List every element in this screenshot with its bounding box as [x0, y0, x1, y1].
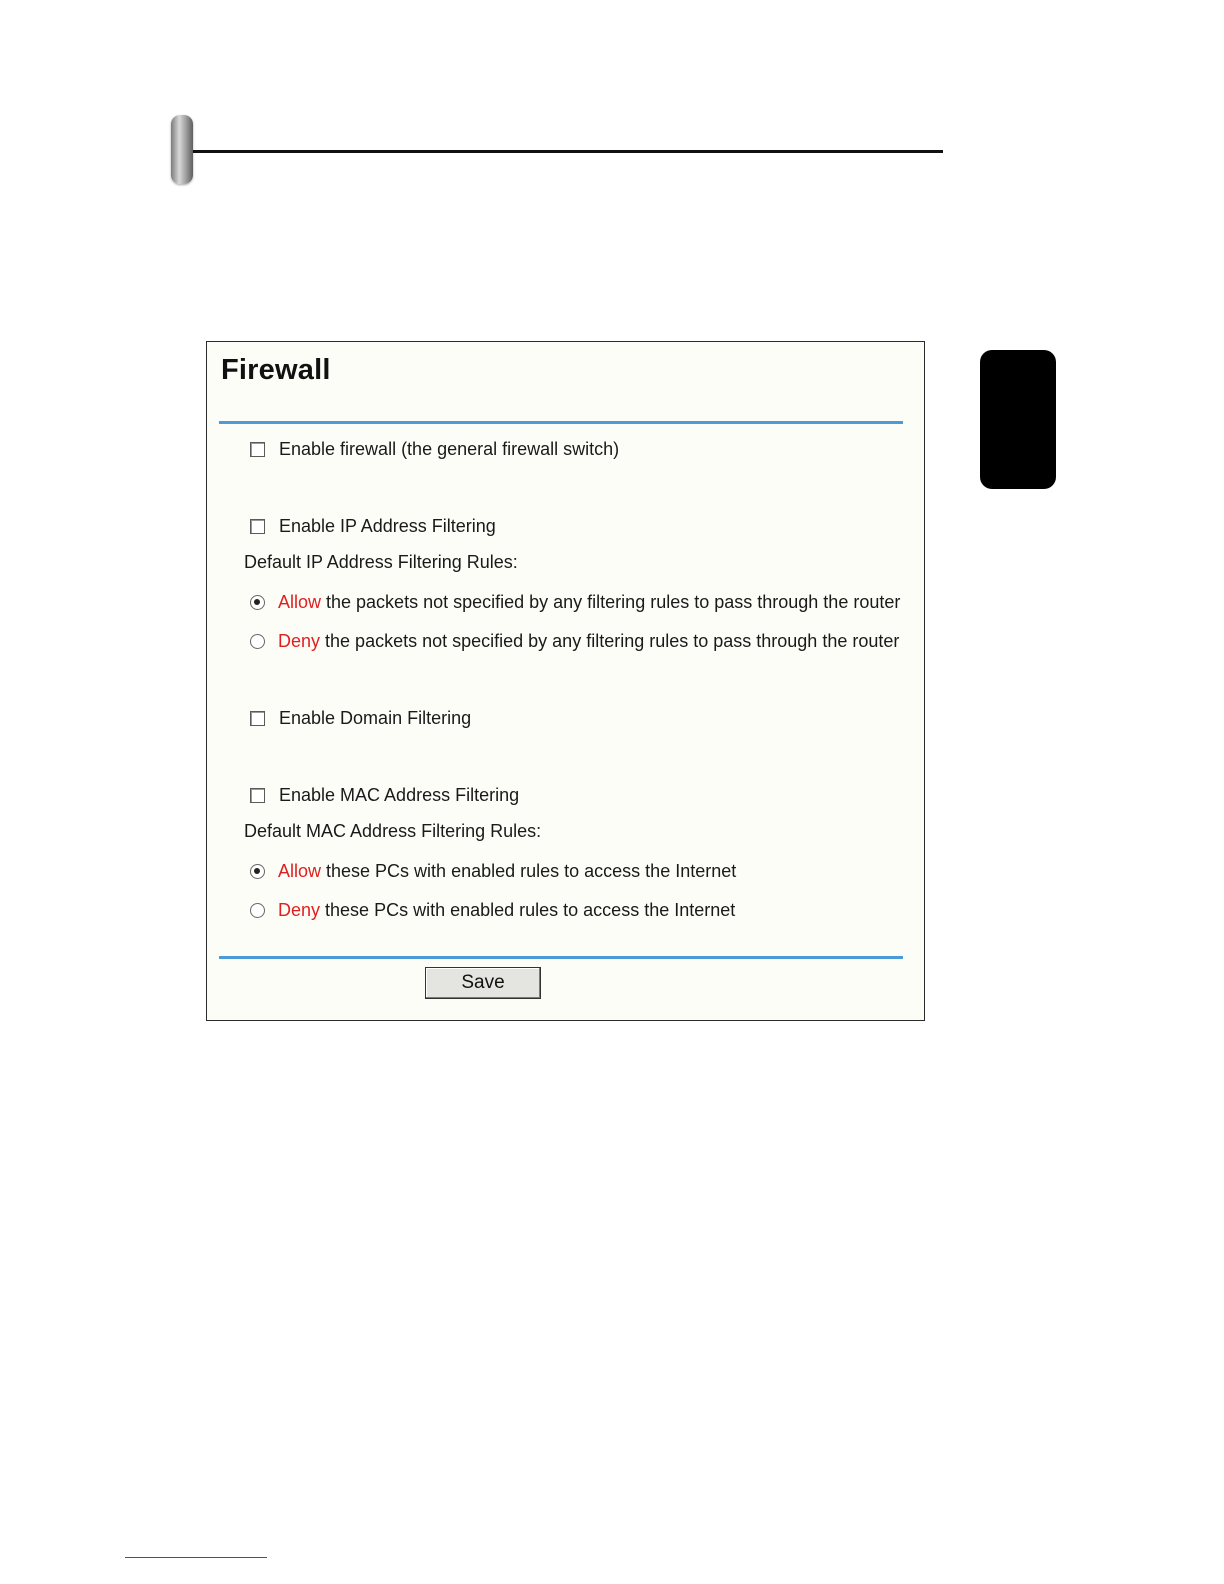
enable-domain-filtering-row[interactable]: [250, 706, 471, 730]
enable-mac-filtering-label: Enable MAC Address Filtering: [279, 784, 520, 805]
mac-allow-option[interactable]: [250, 859, 736, 883]
mac-deny-text: these PCs with enabled rules to access the Internet: [325, 899, 736, 920]
ip-allow-text: the packets not specified by any filtering rules to pass through the router: [326, 591, 901, 612]
mac-rules-heading: Default MAC Address Filtering Rules:: [244, 821, 542, 841]
enable-firewall-label: Enable firewall (the general firewall switch): [279, 438, 620, 459]
section-header-rule: [190, 150, 943, 153]
ip-allow-option[interactable]: [250, 590, 900, 614]
enable-mac-filtering-checkbox[interactable]: [250, 788, 265, 803]
enable-ip-filtering-checkbox[interactable]: [250, 519, 265, 534]
page-title: Firewall: [221, 354, 331, 386]
enable-firewall-row[interactable]: [250, 437, 619, 461]
footer-link-underline: [125, 1557, 267, 1558]
mac-deny-keyword: Deny: [278, 899, 321, 920]
top-divider: [219, 421, 903, 424]
ip-allow-keyword: Allow: [278, 591, 322, 612]
enable-ip-filtering-row[interactable]: [250, 514, 496, 538]
mac-allow-text: these PCs with enabled rules to access the Internet: [326, 860, 737, 881]
mac-deny-option[interactable]: [250, 898, 735, 922]
bottom-divider: [219, 956, 903, 959]
ip-deny-keyword: Deny: [278, 630, 321, 651]
chapter-side-tab: [980, 350, 1056, 489]
firewall-panel: [206, 341, 925, 1021]
ip-deny-text: the packets not specified by any filtering rules to pass through the router: [325, 630, 900, 651]
enable-ip-filtering-label: Enable IP Address Filtering: [279, 515, 496, 536]
ip-allow-radio[interactable]: [250, 595, 265, 610]
ip-deny-option[interactable]: [250, 629, 899, 653]
enable-domain-filtering-checkbox[interactable]: [250, 711, 265, 726]
ip-rules-heading: Default IP Address Filtering Rules:: [244, 552, 518, 572]
save-button[interactable]: Save: [425, 967, 541, 999]
enable-firewall-checkbox[interactable]: [250, 442, 265, 457]
mac-deny-radio[interactable]: [250, 903, 265, 918]
mac-allow-keyword: Allow: [278, 860, 322, 881]
section-header-marker: [171, 115, 193, 184]
mac-allow-radio[interactable]: [250, 864, 265, 879]
enable-domain-filtering-label: Enable Domain Filtering: [279, 707, 472, 728]
enable-mac-filtering-row[interactable]: [250, 783, 519, 807]
ip-deny-radio[interactable]: [250, 634, 265, 649]
